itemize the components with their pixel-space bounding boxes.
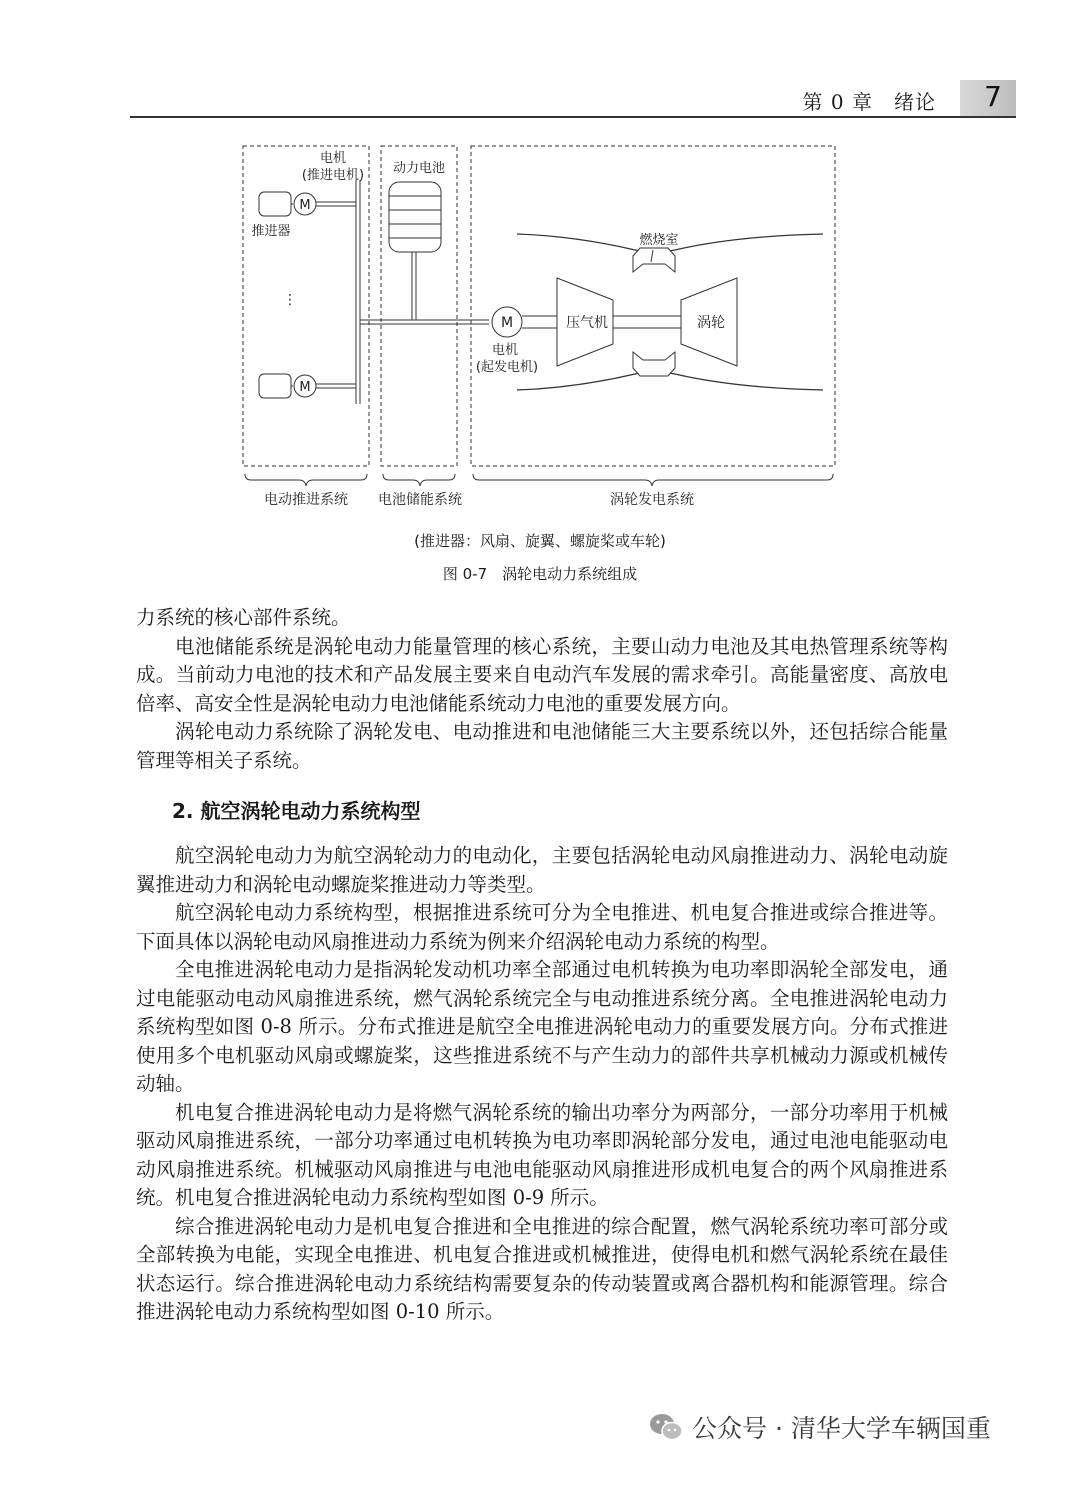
battery-cell	[389, 182, 441, 252]
combustor-label: 燃烧室	[639, 233, 679, 248]
paragraph-integrated: 综合推进涡轮电动力是机电复合推进和全电推进的综合配置，燃气涡轮系统功率可部分或全部转换为电能，实现全电推进、机电复合推进或机械推进，使得电机和燃气涡轮系统在最佳状态运行。综合推进涡轮电动力系统结构需要复杂的传动装置或离合器机构和能源管理。综合推进涡轮电动力系统构型如图 0-10 所示。	[136, 1214, 948, 1323]
combustor-top	[633, 248, 675, 272]
paragraph-subsystems: 涡轮电动力系统除了涡轮发电、电动推进和电池储能三大主要系统以外，还包括综合能量管理等相关子系统。	[136, 720, 948, 772]
casing-bottom	[517, 372, 823, 390]
watermark-text: 公众号 · 清华大学车辆国重	[692, 1414, 991, 1443]
m-symbol-bottom: M	[299, 380, 311, 395]
section-label-battery-storage: 电池储能系统	[378, 492, 462, 508]
motor-propulsion-label-1: 电机	[319, 151, 347, 166]
motor-starter-label-2: (起发电机)	[475, 360, 539, 375]
header-rule	[130, 116, 1016, 118]
wechat-watermark	[648, 1407, 991, 1447]
page-number: 7	[984, 80, 1002, 113]
figure-0-7	[235, 140, 845, 580]
paragraph-aviation-types: 航空涡轮电动力为航空涡轮动力的电动化，主要包括涡轮电动风扇推进动力、涡轮电动旋翼推进动力和涡轮电动螺旋桨推进动力等类型。	[136, 844, 948, 896]
brace-battery-storage	[383, 474, 455, 486]
section-label-electric-propulsion: 电动推进系统	[264, 492, 348, 508]
propulsor-box-top	[259, 192, 291, 216]
m-symbol-starter: M	[500, 315, 514, 331]
paragraph-battery-storage: 电池储能系统是涡轮电动力能量管理的核心系统，主要山动力电池及其电热管理系统等构成。当前动力电池的技术和产品发展主要来自电动汽车发展的需求牵引。高能量密度、高放电倍率、高安全性是涡轮电动力电池储能系统动力电池的重要发展方向。	[136, 634, 948, 715]
brace-turbo-generation	[473, 474, 833, 486]
combustor-bottom	[633, 352, 675, 376]
section-label-turbo-generation: 涡轮发电系统	[610, 492, 694, 508]
motor-propulsion-label-2: (推进电机)	[301, 168, 365, 183]
paragraph-continuation: 力系统的核心部件系统。	[136, 606, 351, 629]
motor-starter-label-1: 电机	[491, 343, 519, 358]
body-text	[136, 604, 948, 1327]
brace-electric-propulsion	[245, 474, 367, 486]
paragraph-hybrid: 机电复合推进涡轮电动力是将燃气涡轮系统的输出功率分为两部分，一部分功率用于机械驱动风扇推进系统，一部分功率通过电机转换为电功率即涡轮部分发电，通过电池电能驱动电动风扇推进系统。机械驱动风扇推进与电池电能驱动风扇推进形成机电复合的两个风扇推进系统。机电复合推进涡轮电动力系统构型如图 0-9 所示。	[136, 1100, 948, 1209]
figure-caption: 图 0-7 涡轮电动力系统组成	[442, 565, 638, 583]
chapter-title: 第 0 章 绪论	[802, 90, 936, 114]
battery-label: 动力电池	[392, 161, 446, 176]
m-symbol-top: M	[299, 198, 311, 213]
propulsor-label: 推进器	[251, 224, 291, 239]
ellipsis-mark: ⋮	[283, 292, 297, 308]
system-diagram	[235, 140, 845, 580]
box-turbo-generation	[471, 146, 835, 466]
propulsor-box-bottom	[259, 374, 291, 398]
figure-sub-caption: (推进器：风扇、旋翼、螺旋桨或车轮)	[414, 532, 666, 550]
compressor-label: 压气机	[566, 315, 608, 331]
running-header	[130, 80, 1016, 120]
paragraph-all-electric: 全电推进涡轮电动力是指涡轮发动机功率全部通过电机转换为电功率即涡轮全部发电，通过电能驱动电动风扇推进系统，燃气涡轮系统完全与电动推进系统分离。全电推进涡轮电动力系统构型如图 0-8 所示。分布式推进是航空全电推进涡轮电动力的重要发展方向。分布式推进使用多个电机驱动风扇或螺旋桨，这些推进系统不与产生动力的部件共享机械动力源或机械传动轴。	[136, 958, 948, 1095]
paragraph-configurations: 航空涡轮电动力系统构型，根据推进系统可分为全电推进、机电复合推进或综合推进等。下面具体以涡轮电动风扇推进动力系统为例来介绍涡轮电动力系统的构型。	[136, 901, 948, 953]
wechat-icon	[648, 1412, 684, 1442]
section-heading: 2. 航空涡轮电动力系统构型	[172, 799, 421, 823]
turbine-label: 涡轮	[697, 315, 725, 331]
